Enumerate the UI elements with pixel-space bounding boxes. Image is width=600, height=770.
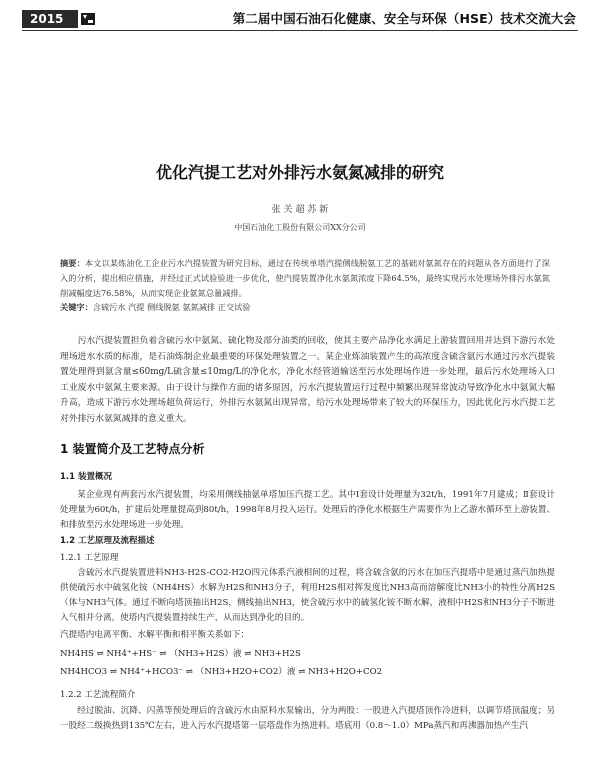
section-1-1-text: 某企业现有两套污水汽提装置，均采用侧线抽氨单塔加压汽提工艺。其中Ⅰ套设计处理量为32t/h，1991年7月建成；Ⅱ套设计处理量为60t/h，扩建后处理量提高到80t/h，1998年8月投入运行。处理后的净化水根据生产需要作为上乙游水循环至上游装置、和排放至污水处理场进一步处理。	[60, 490, 555, 530]
affiliation: 中国石油化工股份有限公司XX分公司	[234, 223, 366, 232]
keywords-text: 含硫污水 汽提 侧线脱氨 氨氮减排 正交试验	[92, 302, 251, 312]
equation-2: NH4HCO3 ⇌ NH4⁺+HCO3⁻ ⇌ （NH3+H2O+CO2）液 ⇌ NH3+H2O+CO2	[60, 667, 383, 677]
authors: 张 关 超 苏 新	[271, 205, 329, 215]
section-1-heading: 1 装置简介及工艺特点分析	[60, 442, 205, 456]
section-1-1-heading: 1.1 装置概况	[60, 472, 113, 482]
section-1-2-2-heading: 1.2.2 工艺流程简介	[60, 690, 136, 700]
intro-paragraph: 污水汽提装置担负着含硫污水中氨氮、硫化物及部分油类的回收，使其主要产品净化水满足上游装置回用并达到下游污水处理场进水水质的标准，是石油炼制企业最重要的环保处理装置之一。某企业炼油装置产生的高浓度含硫含氨污水通过污水汽提装置处理得到氨含量≤60mg/L硫含量≤10mg/L的净化水，净化水经管道输送至污水处理场作进一步处理，最后污水处理场入口工业废水中氨氮主要来源。由于设计与操作方面的诸多原因，污水汽提装置运行过程中频繁出现异常波动导致净化水中氨氮大幅升高，造成下游污水处理场超负荷运行，外排污水氨氮出现异常，给污水处理场带来了较大的环保压力，因此优化污水汽提工艺对外排污水氨氮减排的意义重大。	[60, 336, 555, 424]
abstract	[60, 256, 550, 301]
keywords-label: 关键字：	[60, 302, 93, 312]
section-1-2-1-text: 含硫污水汽提装置进料NH3-H2S-CO2-H2O四元体系汽液相间的过程，将含硫含氨的污水在加压汽提塔中是通过蒸汽加热提供使硫污水中硫氢化铵（NH4HS）水解为H2S和NH3分子，利用H2S相对挥发度比NH3高而溶解度比NH3小的特性分离H2S（体与NH3气体。通过不断向塔顶抽出H2S，侧线抽出NH3，使含硫污水中的硫氢化铵不断水解，液相中H2S和NH3分子不断进入气相并分离，使塔内汽提装置持续生产，从而达到净化的目的。	[60, 568, 555, 623]
keywords	[60, 302, 550, 313]
section-1-2-1-heading: 1.2.1 工艺原理	[60, 553, 119, 563]
flag-icon	[80, 11, 96, 27]
conference-title: 第二届中国石油石化健康、安全与环保（HSE）技术交流大会	[232, 11, 576, 26]
equation-1: NH4HS ⇌ NH4⁺+HS⁻ ⇌ （NH3+H2S）液 ⇌ NH3+H2S	[60, 649, 301, 659]
abstract-label: 摘要：	[60, 258, 85, 268]
equation-intro: 汽提塔内电离平衡、水解平衡和相平衡关系如下：	[60, 630, 250, 640]
paper-title: 优化汽提工艺对外排污水氨氮减排的研究	[155, 163, 444, 182]
header-divider	[22, 30, 578, 31]
abstract-text: 本文以某炼油化工企业污水汽提装置为研究目标，通过在传统单塔汽提侧线脱氨工艺的基础对氨氮存在的问题从各方面进行了深入的分析，提出相应措施，并经过正式试验验进一步优化，使汽提装置净化水氨氮浓度下降64.5%，最终实现污水处理场外排污水氨氮削减幅度达76.58%，从而实现企业氨氮总量减排。	[60, 258, 550, 298]
section-1-2-heading: 1.2 工艺原理及流程描述	[60, 536, 155, 546]
section-1-2-2-text: 经过脱油、沉降、闪蒸等预处理后的含硫污水由原料水泵输出，分为两股：一股进入汽提塔顶作冷进料，以调节塔顶温度；另一股经二级换热到135℃左右，进入污水汽提塔第一层塔盘作为热进料。塔底用（0.8～1.0）MPa蒸汽和再沸器加热产生汽	[60, 706, 555, 731]
running-header	[0, 8, 600, 30]
year-badge: 2015	[22, 10, 78, 28]
